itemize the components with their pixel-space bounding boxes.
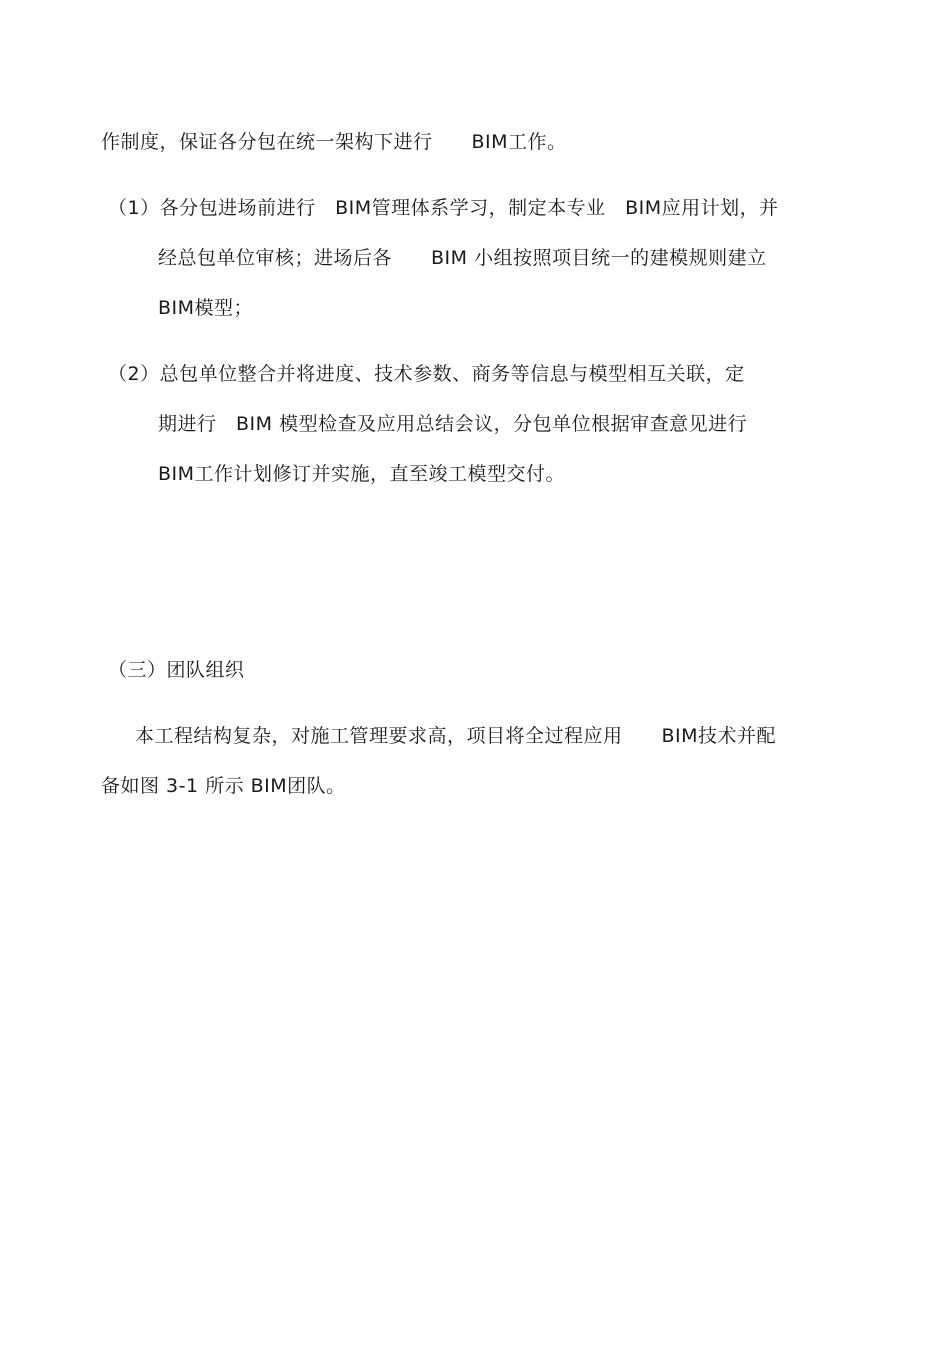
list-item-2-line: BIM工作计划修订并实施，直至竣工模型交付。: [158, 463, 566, 485]
paragraph-line: 备如图 3-1 所示 BIM团队。: [101, 775, 346, 797]
list-item-1-line: （1）各分包进场前进行 BIM管理体系学习，制定本专业 BIM应用计划，并: [108, 197, 779, 219]
section-heading: （三）团队组织: [108, 659, 245, 681]
paragraph-line: 作制度，保证各分包在统一架构下进行 BIM工作。: [101, 131, 567, 153]
list-item-1-line: 经总包单位审核；进场后各 BIM 小组按照项目统一的建模规则建立: [158, 247, 767, 269]
paragraph-line: 本工程结构复杂，对施工管理要求高，项目将全过程应用 BIM技术并配: [135, 725, 777, 747]
list-item-2-line: 期进行 BIM 模型检查及应用总结会议，分包单位根据审查意见进行: [158, 413, 748, 435]
list-item-1-line: BIM模型；: [158, 297, 254, 319]
list-item-2-line: （2）总包单位整合并将进度、技术参数、商务等信息与模型相互关联，定: [108, 363, 745, 385]
